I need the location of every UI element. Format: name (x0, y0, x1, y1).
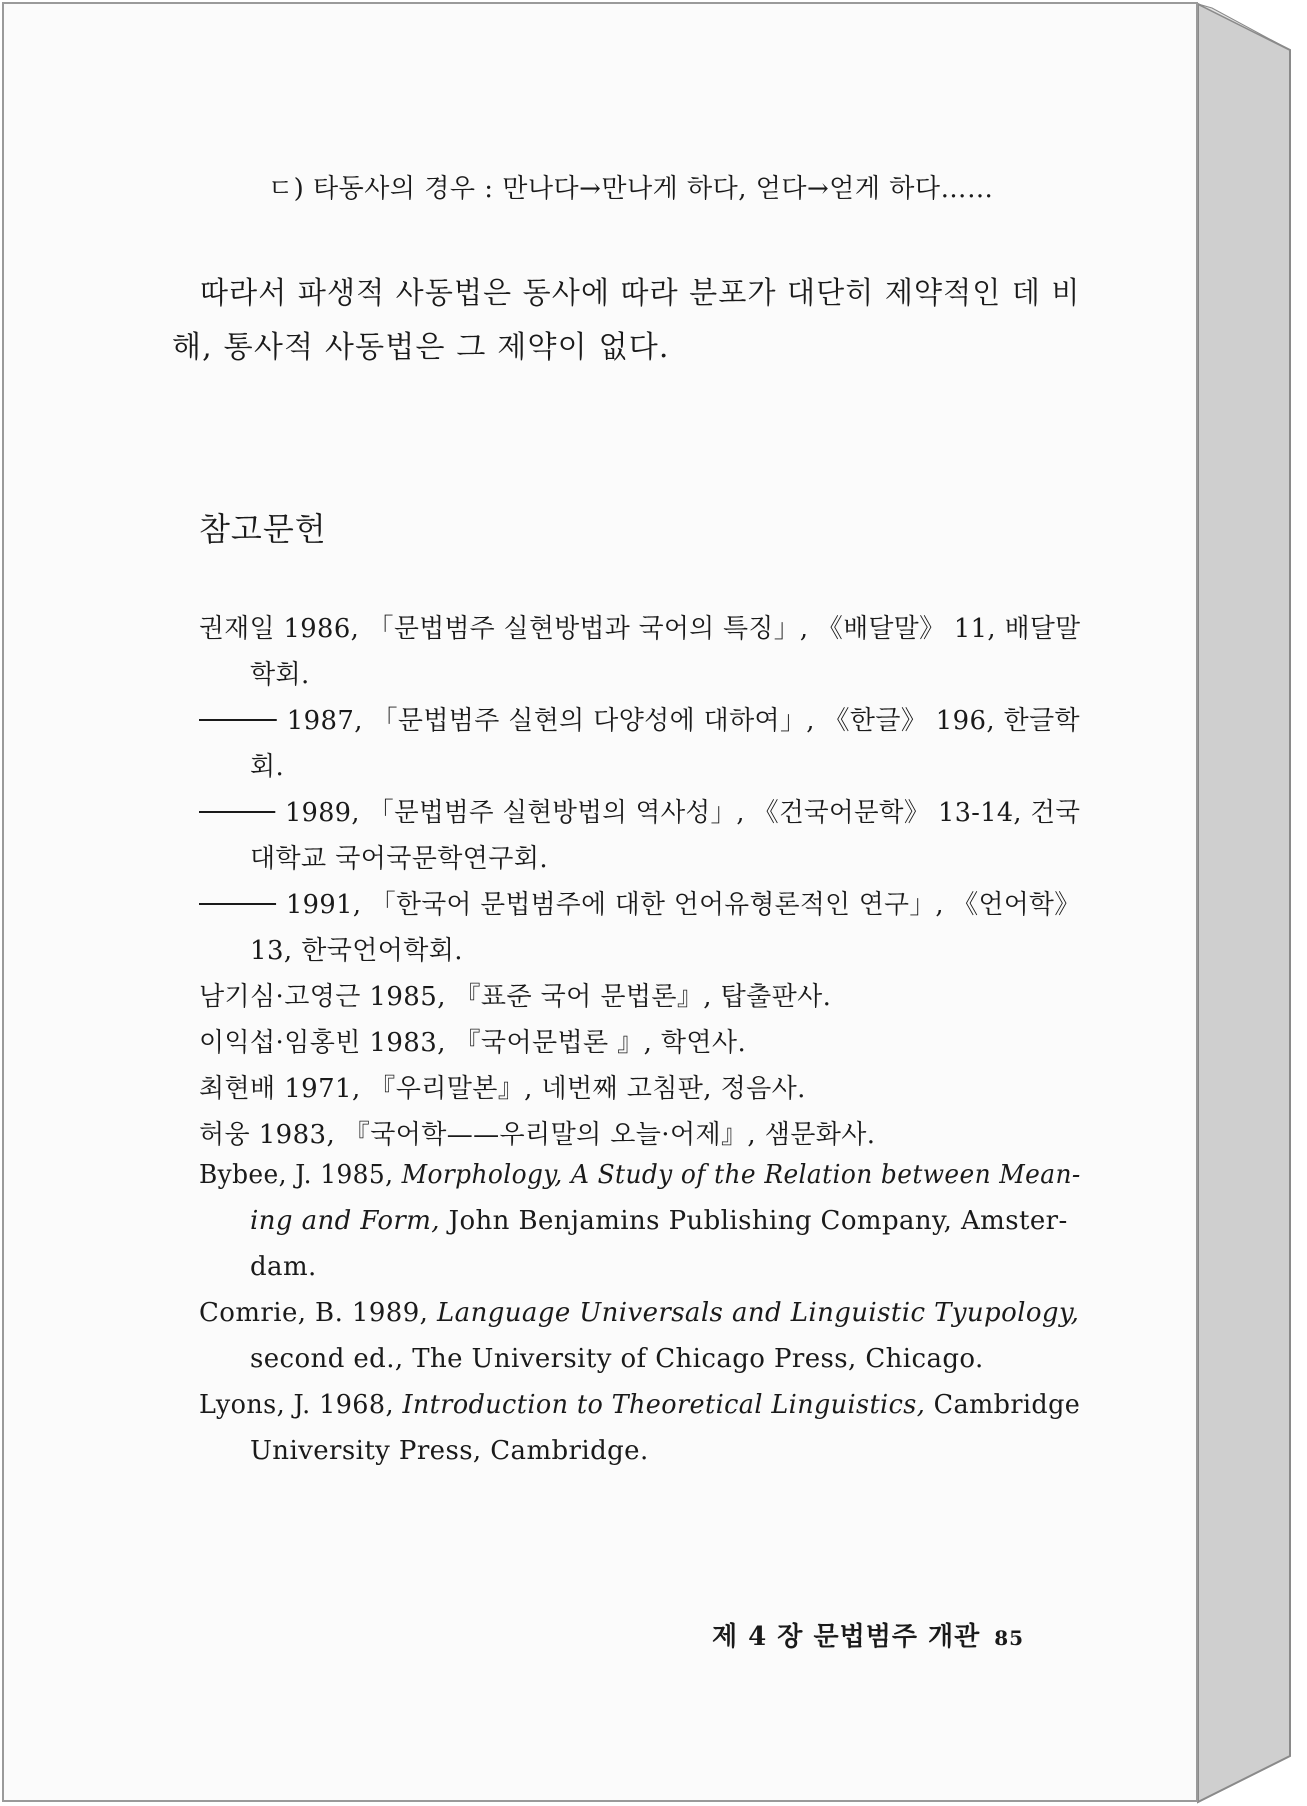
paragraph-line-1: 따라서 파생적 사동법은 동사에 따라 분포가 대단히 제약적인 데 비 (200, 276, 1081, 311)
reference-line-lyons-2: University Press, Cambridge. (250, 1436, 649, 1466)
reference-line: 회. (250, 752, 285, 782)
reference-title: ing and Form, (250, 1206, 440, 1236)
reference-line-comrie-1 (199, 1298, 1079, 1328)
page-footer (712, 1616, 1024, 1653)
reference-line: 대학교 국어국문학연구회. (250, 844, 549, 874)
reference-text: 1989, 「문법범주 실현방법의 역사성」, 《건국어문학》 13-14, 건국 (285, 798, 1081, 828)
reference-line: 학회. (250, 660, 310, 690)
reference-line: 13, 한국언어학회. (250, 936, 463, 966)
reference-author: Lyons, J. 1968, (199, 1390, 394, 1420)
ditto-dash (199, 719, 277, 721)
references-heading: 참고문헌 (199, 510, 327, 548)
reference-title: Morphology, A Study of the Relation between Mean- (401, 1160, 1081, 1190)
ditto-dash (199, 903, 276, 905)
reference-line-bybee-2 (250, 1206, 1068, 1236)
reference-line: 이익섭·임홍빈 1983, 『국어문법론 』, 학연사. (199, 1028, 747, 1058)
reference-line: 허웅 1983, 『국어학——우리말의 오늘·어제』, 샘문화사. (199, 1120, 876, 1150)
reference-line: 남기심·고영근 1985, 『표준 국어 문법론』, 탑출판사. (199, 982, 832, 1012)
reference-text: 1987, 「문법범주 실현의 다양성에 대하여」, 《한글》 196, 한글학 (286, 706, 1081, 736)
reference-line-lyons-1 (199, 1390, 1080, 1420)
reference-line: 최현배 1971, 『우리말본』, 네번째 고침판, 정음사. (199, 1074, 806, 1104)
reference-text: Cambridge (933, 1390, 1081, 1420)
reference-text: 1991, 「한국어 문법범주에 대한 언어유형론적인 연구」, 《언어학》 (285, 890, 1081, 920)
reference-author: Comrie, B. 1989, (199, 1298, 429, 1328)
reference-line-bybee-3: dam. (250, 1252, 317, 1282)
reference-line (199, 700, 1080, 737)
paragraph-line-2: 해, 통사적 사동법은 그 제약이 없다. (172, 330, 670, 365)
reference-line-bybee-1 (199, 1160, 1081, 1190)
reference-line (199, 884, 1080, 921)
chapter-title: 제 4 장 문법범주 개관 (712, 1622, 981, 1652)
reference-title: Introduction to Theoretical Linguistics, (402, 1390, 926, 1420)
reference-text: John Benjamins Publishing Company, Amster- (448, 1206, 1068, 1236)
reference-author: Bybee, J. 1985, (199, 1160, 394, 1190)
reference-line: 권재일 1986, 「문법범주 실현방법과 국어의 특징」, 《배달말》 11, 배달말 (199, 614, 1081, 644)
reference-line-comrie-2: second ed., The University of Chicago Press, Chicago. (250, 1344, 984, 1374)
reference-line (199, 792, 1080, 829)
page-number: 85 (994, 1626, 1025, 1650)
ditto-dash (199, 811, 275, 813)
reference-title: Language Universals and Linguistic Tyupology, (437, 1298, 1080, 1328)
example-line: ㄷ) 타동사의 경우 : 만나다→만나게 하다, 얻다→얻게 하다…… (268, 174, 994, 204)
